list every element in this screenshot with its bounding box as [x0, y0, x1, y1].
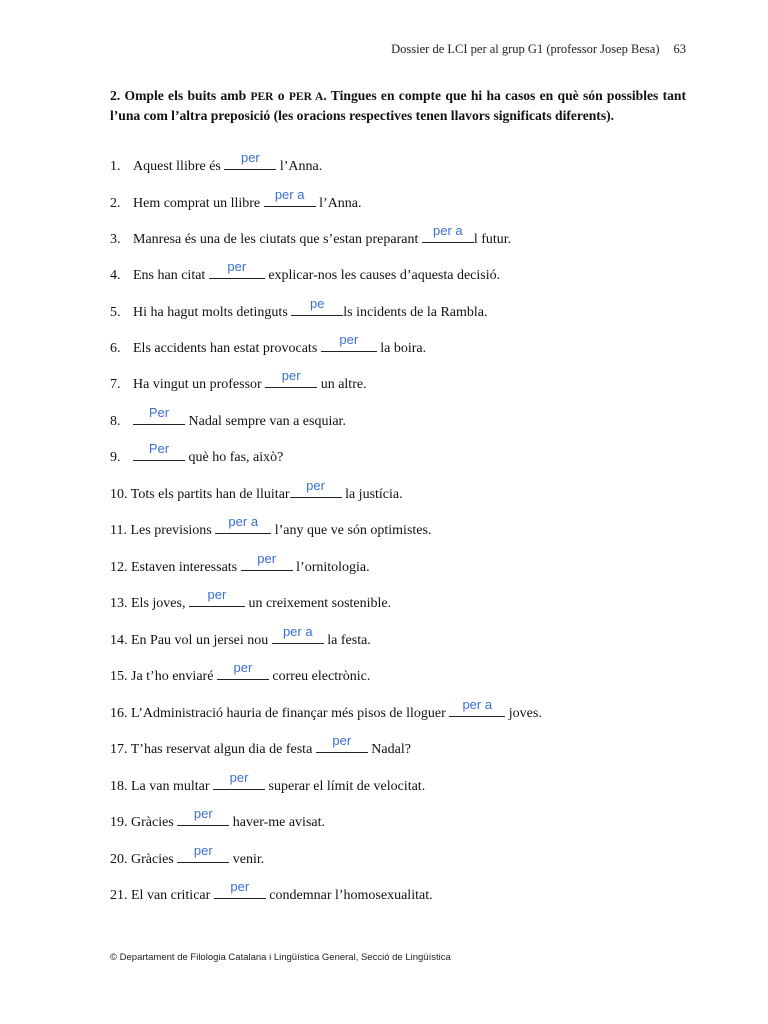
item-text-before: Ha vingut un professor	[133, 377, 266, 392]
item-text-after: l’ornitologia.	[292, 560, 370, 575]
item-text-before: En Pau vol un jersei nou	[131, 633, 272, 648]
exercise-item-13	[110, 587, 392, 612]
item-text-after: la festa.	[323, 633, 371, 648]
handwritten-answer: per	[306, 478, 325, 493]
item-text-before: Gràcies	[131, 852, 178, 867]
handwritten-answer: per	[230, 879, 250, 894]
item-text-before: L’Administració hauria de finançar més pisos de lloguer	[131, 706, 450, 721]
item-number: 2.	[110, 196, 121, 211]
handwritten-answer: per a	[228, 514, 259, 529]
item-text-after: explicar-nos les causes d’aquesta decisió.	[264, 268, 501, 283]
exercise-item-16	[110, 697, 542, 722]
handwritten-answer: pe	[310, 296, 325, 311]
instruction-lead: 2. Omple els buits amb	[110, 88, 251, 103]
answer-blank[interactable]	[177, 843, 229, 863]
exercise-item-5	[110, 296, 488, 321]
answer-blank[interactable]	[189, 587, 245, 607]
running-title: Dossier de LCI per al grup G1 (professor Josep Besa)	[391, 42, 660, 56]
exercise-item-2	[110, 187, 362, 212]
item-text-after: un altre.	[317, 377, 367, 392]
exercise-item-11	[110, 514, 432, 539]
item-text-before: Hi ha hagut molts detinguts	[133, 305, 292, 320]
item-number: 14.	[110, 633, 128, 648]
handwritten-answer: per a	[282, 624, 313, 639]
item-text-before: Manresa és una de les ciutats que s’estan preparant	[133, 232, 422, 247]
item-text-before: Ja t’ho enviaré	[131, 669, 217, 684]
exercise-item-7	[110, 368, 367, 393]
handwritten-answer: per	[193, 806, 213, 821]
exercise-item-3	[110, 223, 512, 248]
exercise-item-12	[110, 551, 370, 576]
exercise-item-1	[110, 150, 323, 175]
item-text-after: l futur.	[473, 232, 512, 247]
handwritten-answer: per	[229, 770, 249, 785]
answer-blank[interactable]	[224, 150, 276, 170]
answer-blank[interactable]	[321, 332, 377, 352]
exercise-item-18	[110, 770, 426, 795]
answer-blank[interactable]	[264, 187, 316, 207]
exercise-item-10	[110, 478, 403, 503]
item-number: 9.	[110, 450, 121, 465]
item-number: 12.	[110, 560, 128, 575]
item-text-after: haver-me avisat.	[229, 815, 325, 830]
item-text-after: condemnar l’homosexualitat.	[265, 888, 433, 903]
exercise-item-20	[110, 843, 265, 868]
exercise-instruction	[110, 87, 686, 124]
exercise-item-6	[110, 332, 427, 357]
item-number: 4.	[110, 268, 121, 283]
item-number: 10.	[110, 487, 128, 502]
item-number: 21.	[110, 888, 128, 903]
item-number: 19.	[110, 815, 128, 830]
handwritten-answer: per	[193, 843, 213, 858]
running-header	[391, 42, 686, 57]
answer-blank[interactable]	[272, 624, 324, 644]
item-text-before: Els joves,	[131, 596, 189, 611]
item-text-after: joves.	[505, 706, 542, 721]
item-text-before: Hem comprat un llibre	[133, 196, 264, 211]
answer-blank[interactable]	[217, 660, 269, 680]
item-number: 17.	[110, 742, 128, 757]
item-text-before: Estaven interessats	[131, 560, 241, 575]
handwritten-answer: Per	[148, 441, 170, 456]
item-number: 18.	[110, 779, 128, 794]
item-number: 11.	[110, 523, 127, 538]
item-text-after: ls incidents de la Rambla.	[343, 305, 488, 320]
item-text-after: Nadal sempre van a esquiar.	[185, 414, 346, 429]
answer-blank[interactable]	[291, 296, 343, 316]
handwritten-answer: per a	[462, 697, 493, 712]
answer-blank[interactable]	[177, 806, 229, 826]
answer-blank[interactable]	[214, 879, 266, 899]
item-number: 13.	[110, 596, 128, 611]
item-text-before: Tots els partits han de lluitar	[130, 487, 290, 502]
handwritten-answer: per a	[274, 187, 305, 202]
answer-blank[interactable]	[316, 733, 368, 753]
option-per: PER	[250, 91, 274, 103]
item-text-after: la justícia.	[341, 487, 403, 502]
option-per-a: PER A	[288, 91, 324, 103]
handwritten-answer: per	[233, 660, 253, 675]
exercise-item-15	[110, 660, 371, 685]
item-number: 16.	[110, 706, 128, 721]
handwritten-answer: per	[281, 368, 301, 383]
item-text-after: què ho fas, això?	[185, 450, 284, 465]
answer-blank[interactable]	[209, 259, 265, 279]
handwritten-answer: per	[339, 332, 359, 347]
handwritten-answer: per	[227, 259, 247, 274]
answer-blank[interactable]	[133, 405, 185, 425]
handwritten-answer: per	[207, 587, 227, 602]
item-text-after: superar el límit de velocitat.	[265, 779, 426, 794]
item-text-before: Gràcies	[131, 815, 178, 830]
page-number: 63	[673, 42, 686, 56]
item-number: 8.	[110, 414, 121, 429]
item-text-before: Les previsions	[130, 523, 216, 538]
handwritten-answer: per a	[433, 223, 463, 238]
item-text-after: l’Anna.	[315, 196, 362, 211]
instruction-rest: . Tingues en compte que hi ha casos en què són possibles tant l’una com l’altra preposició (les oracions respectives tenen llavors significats diferents).	[110, 88, 687, 123]
item-text-before: Ens han citat	[133, 268, 209, 283]
item-text-before: T’has reservat algun dia de festa	[130, 742, 316, 757]
item-text-after: correu electrònic.	[268, 669, 371, 684]
answer-blank[interactable]	[449, 697, 505, 717]
handwritten-answer: Per	[148, 405, 170, 420]
exercise-item-14	[110, 624, 371, 649]
item-number: 3.	[110, 232, 121, 247]
handwritten-answer: per	[257, 551, 277, 566]
item-text-after: venir.	[229, 852, 265, 867]
item-text-after: un creixement sostenible.	[244, 596, 392, 611]
item-text-before: El van criticar	[131, 888, 214, 903]
instruction-or: o	[273, 88, 289, 103]
handwritten-answer: per	[240, 150, 260, 165]
handwritten-answer: per	[332, 733, 352, 748]
exercise-item-19	[110, 806, 325, 831]
answer-blank[interactable]	[215, 514, 271, 534]
item-text-after: l’any que ve són optimistes.	[271, 523, 432, 538]
item-text-after: la boira.	[376, 341, 427, 356]
item-number: 6.	[110, 341, 121, 356]
answer-blank[interactable]	[133, 441, 185, 461]
exercise-item-9	[110, 441, 284, 466]
item-text-after: Nadal?	[367, 742, 411, 757]
answer-blank[interactable]	[290, 478, 342, 498]
item-number: 5.	[110, 305, 121, 320]
item-text-before: Els accidents han estat provocats	[133, 341, 321, 356]
item-text-before: La van multar	[131, 779, 214, 794]
item-number: 1.	[110, 159, 121, 174]
exercise-item-21	[110, 879, 433, 904]
answer-blank[interactable]	[241, 551, 293, 571]
item-text-before: Aquest llibre és	[133, 159, 225, 174]
item-number: 20.	[110, 852, 128, 867]
answer-blank[interactable]	[265, 368, 317, 388]
item-number: 15.	[110, 669, 128, 684]
exercise-item-8	[110, 405, 346, 430]
exercise-item-4	[110, 259, 501, 284]
footer-copyright: © Departament de Filologia Catalana i Lingüística General, Secció de Lingüística	[110, 952, 451, 963]
item-number: 7.	[110, 377, 121, 392]
answer-blank[interactable]	[422, 223, 474, 243]
item-text-after: l’Anna.	[276, 159, 323, 174]
answer-blank[interactable]	[213, 770, 265, 790]
exercise-item-17	[110, 733, 411, 758]
